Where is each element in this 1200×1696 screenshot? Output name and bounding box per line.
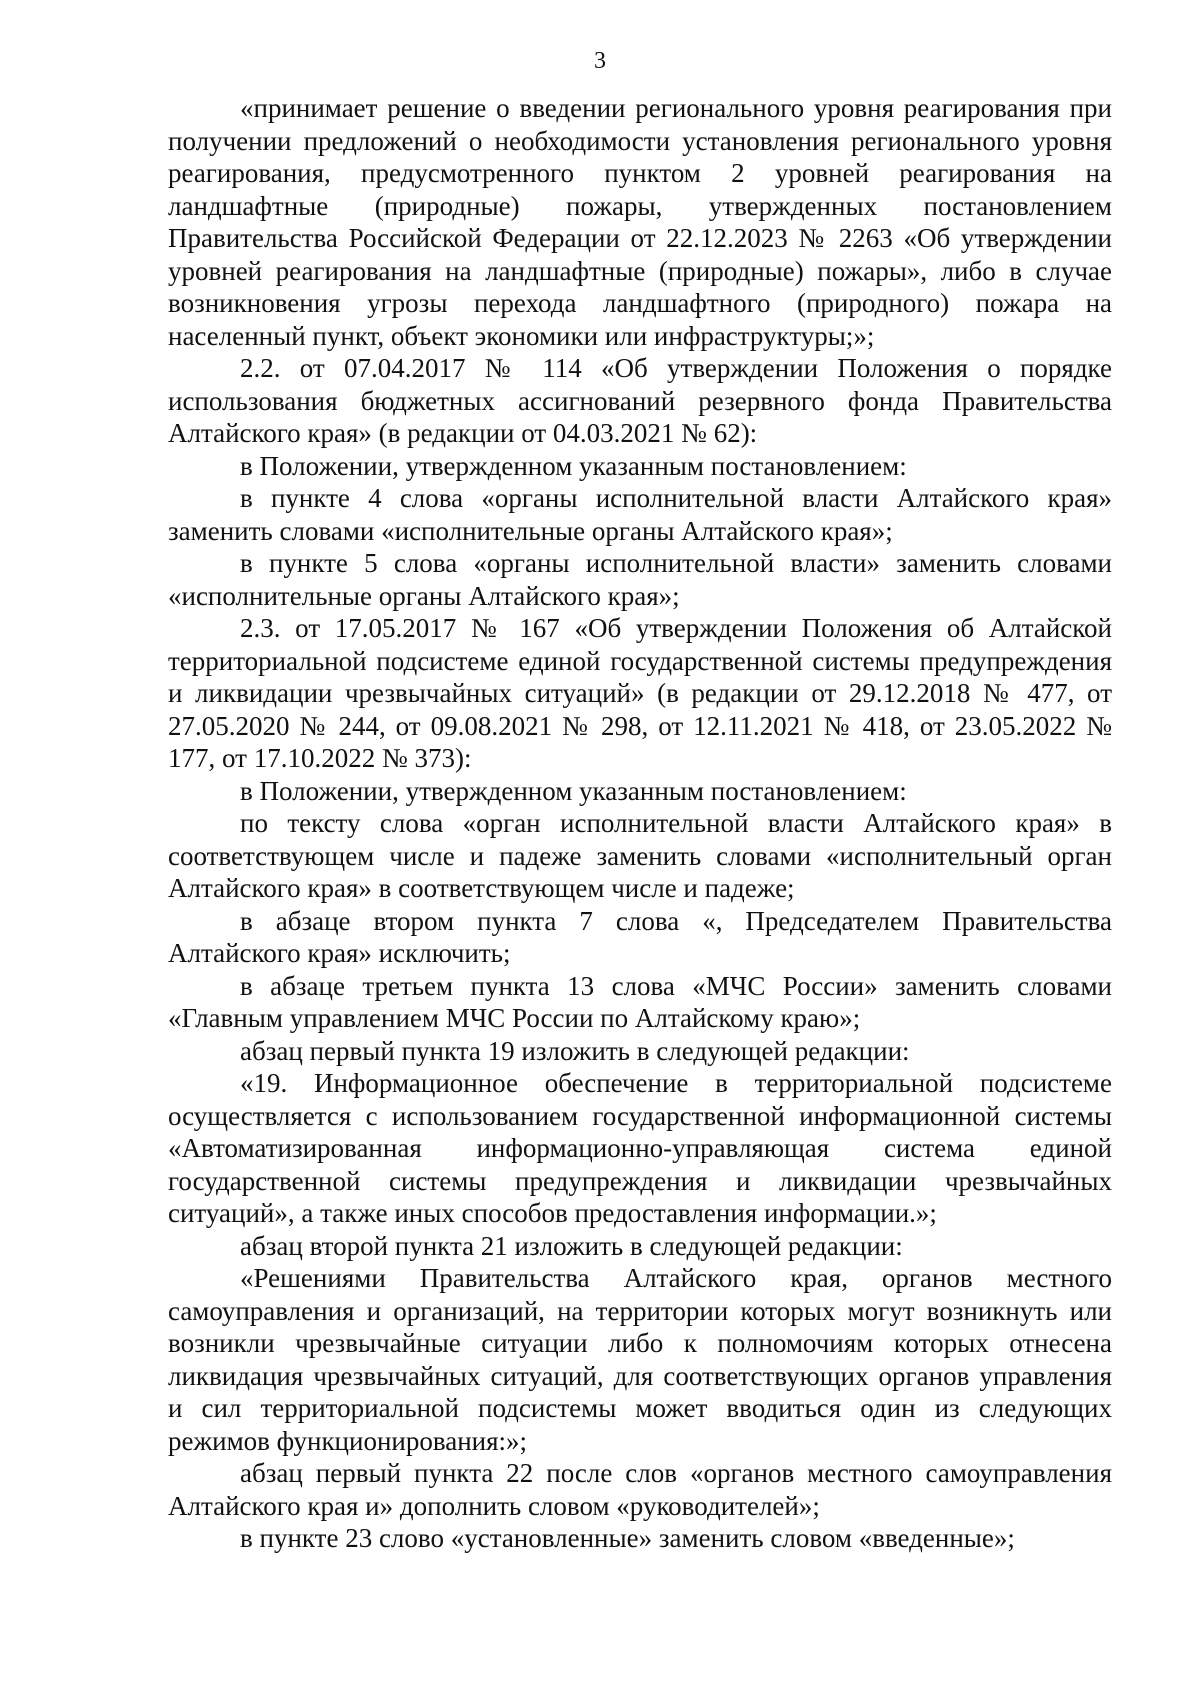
paragraph: в абзаце третьем пункта 13 слова «МЧС России» заменить словами «Главным управлением МЧС России по Алтайскому краю»; bbox=[168, 970, 1112, 1033]
document-body bbox=[168, 92, 1112, 1555]
paragraph: «принимает решение о введении регионального уровня реагирования при получении предложений о необходимости установления регионального уровня реагирования, предусмотренного пунктом 2 уровней реагирования на ландшафтные (природные) пожары, утвержденных постановлением Правительства Российской Федерации от 22.12.2023 № 2263 «Об утверждении уровней реагирования на ландшафтные (природные) пожары», либо в случае возникновения угрозы перехода ландшафтного (природного) пожара на населенный пункт, объект экономики или инфраструктуры;»; bbox=[168, 93, 1112, 351]
paragraph: в абзаце втором пункта 7 слова «, Председателем Правительства Алтайского края» исключить; bbox=[168, 905, 1112, 968]
paragraph: 2.3. от 17.05.2017 № 167 «Об утверждении Положения об Алтайской территориальной подсистеме единой государственной системы предупреждения и ликвидации чрезвычайных ситуаций» (в редакции от 29.12.2018 № 477, от 27.05.2020 № 244, от 09.08.2021 № 298, от 12.11.2021 № 418, от 23.05.2022 № 177, от 17.10.2022 № 373): bbox=[168, 613, 1112, 773]
paragraph: абзац первый пункта 19 изложить в следующей редакции: bbox=[240, 1035, 910, 1066]
paragraph: в Положении, утвержденном указанным постановлением: bbox=[240, 775, 907, 806]
paragraph: 2.2. от 07.04.2017 № 114 «Об утверждении Положения о порядке использования бюджетных ассигнований резервного фонда Правительства Алтайского края» (в редакции от 04.03.2021 № 62): bbox=[168, 353, 1112, 448]
page-number: 3 bbox=[594, 48, 606, 74]
paragraph: в пункте 5 слова «органы исполнительной власти» заменить словами «исполнительные органы Алтайского края»; bbox=[168, 548, 1112, 611]
paragraph: в Положении, утвержденном указанным постановлением: bbox=[240, 450, 907, 481]
paragraph: абзац второй пункта 21 изложить в следующей редакции: bbox=[240, 1230, 903, 1261]
paragraph: абзац первый пункта 22 после слов «органов местного самоуправления Алтайского края и» дополнить словом «руководителей»; bbox=[168, 1458, 1112, 1521]
paragraph: в пункте 23 слово «установленные» заменить словом «введенные»; bbox=[240, 1523, 1015, 1553]
paragraph: «Решениями Правительства Алтайского края, органов местного самоуправления и организаций, на территории которых могут возникнуть или возникли чрезвычайные ситуации либо к полномочиям которых отнесена ликвидация чрезвычайных ситуаций, для соответствующих органов управления и сил территориальной подсистемы может вводиться один из следующих режимов функционирования:»; bbox=[168, 1263, 1112, 1456]
paragraph: по тексту слова «орган исполнительной власти Алтайского края» в соответствующем числе и падеже заменить словами «исполнительный орган Алтайского края» в соответствующем числе и падеже; bbox=[168, 808, 1112, 903]
paragraph: в пункте 4 слова «органы исполнительной власти Алтайского края» заменить словами «исполнительные органы Алтайского края»; bbox=[168, 483, 1112, 546]
paragraph: «19. Информационное обеспечение в территориальной подсистеме осуществляется с использованием государственной информационной системы «Автоматизированная информационно-управляющая система единой государственной системы предупреждения и ликвидации чрезвычайных ситуаций», а также иных способов предоставления информации.»; bbox=[168, 1068, 1112, 1228]
